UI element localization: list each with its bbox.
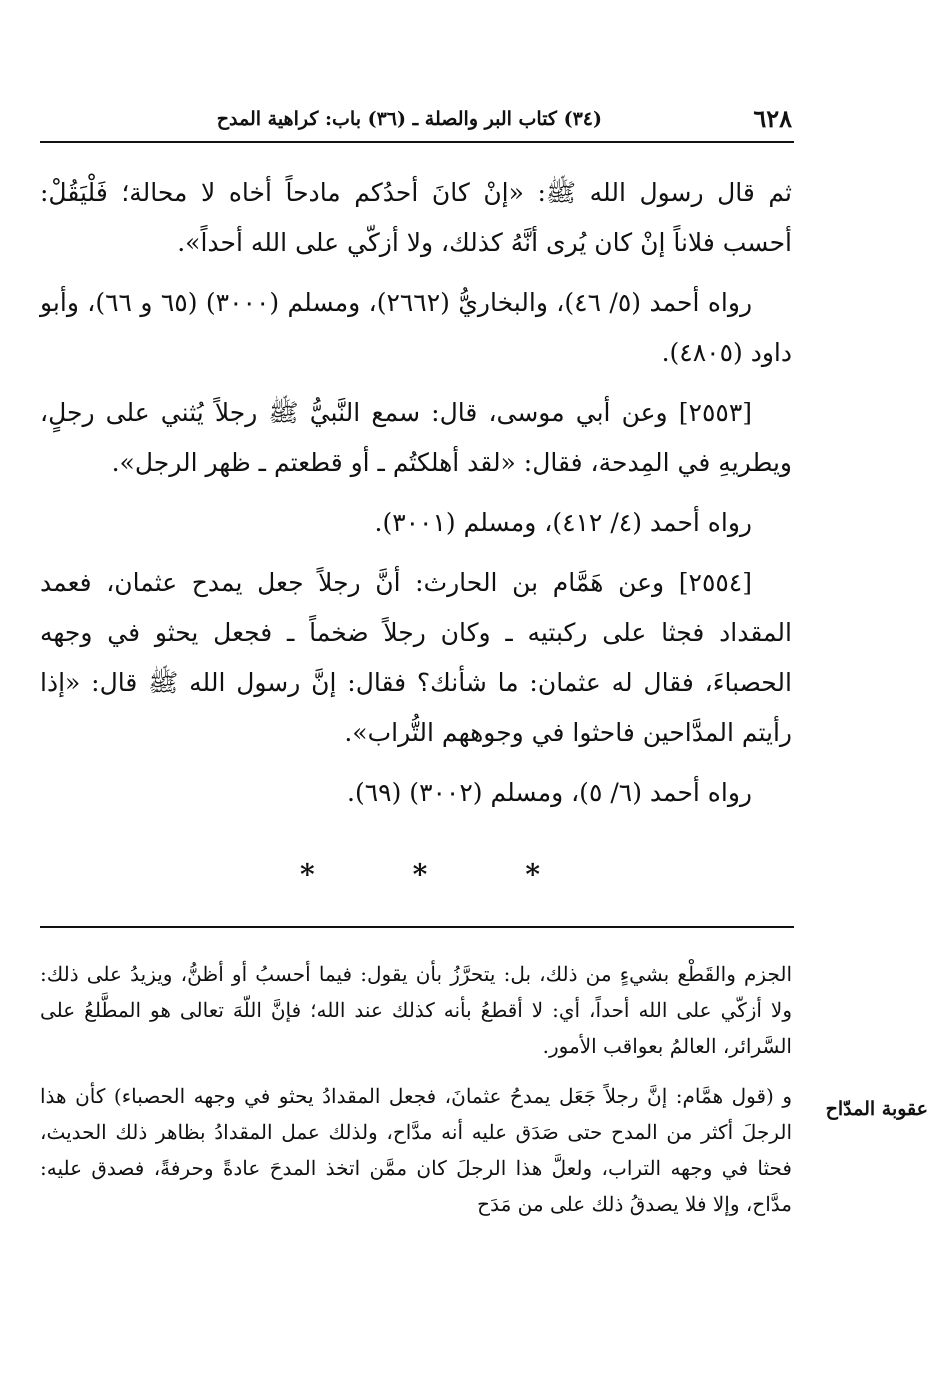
section-separator (300, 858, 540, 891)
main-text (40, 168, 792, 828)
page-header (40, 104, 792, 140)
commentary-paragraph-2: و (قول همَّام: إنَّ رجلاً جَعَل يمدحُ عثمانَ، فجعل المقدادُ يحثو في وجهه الحصباء) كأن هذا الرجلَ أكثر من المدح حتى صَدَق عليه أنه مدَّاح، ولذلك عمل المقدادُ بظاهر ذلك الحديث، فحثا في وجهه التراب، ولعلَّ هذا الرجلَ كان ممَّن اتخذ المدحَ عادةً وحرفةً، فصدق عليه: مدَّاح، وإلا فلا يصدقُ ذلك على من مَدَح (40, 1084, 792, 1216)
separator-star: * (525, 858, 540, 891)
margin-heading: عقوبة المدّاح (825, 1098, 928, 1120)
header-rule (40, 141, 794, 143)
hadith-text-2553: وعن أبي موسى، قال: سمع النَّبيُّ ﷺ رجلاً يُثني على رجلٍ، ويطريهِ في المِدحة، فقال: «لقد أهلكتُم ـ أو قطعتم ـ ظهر الرجل». (40, 398, 792, 477)
footnote-rule (40, 926, 794, 928)
main-paragraph-6: رواه أحمد (٦/ ٥)، ومسلم (٣٠٠٢) (٦٩). (347, 778, 752, 807)
page-number: ٦٢٨ (753, 104, 792, 133)
hadith-2553 (40, 388, 792, 488)
separator-star: * (412, 858, 428, 891)
hadith-2554 (40, 558, 792, 758)
commentary-paragraph-1: الجزم والقَطْع بشيءٍ من ذلك، بل: يتحرَّزُ بأن يقول: فيما أحسبُ أو أظنُّ، ويزيدُ على ذلك: ولا أزكّي على الله أحداً، أي: لا أقطعُ بأنه كذلك عند الله؛ فإنَّ اللّهَ تعالى هو المطَّلعُ على السَّرائر، العالمُ بعواقب الأمور. (40, 962, 792, 1058)
hadith-text-2554: وعن هَمَّام بن الحارث: أنَّ رجلاً جعل يمدح عثمان، فعمد المقداد فجثا على ركبتيه ـ وكان رجلاً ضخماً ـ فجعل يحثو في وجهه الحصباءَ، فقال له عثمان: ما شأنك؟ فقال: إنَّ رسول الله ﷺ قال: «إذا رأيتم المدَّاحين فاحثوا في وجوههم التُّراب». (40, 568, 792, 747)
main-paragraph-2: رواه أحمد (٥/ ٤٦)، والبخاريُّ (٢٦٦٢)، ومسلم (٣٠٠٠) (٦٥ و ٦٦)، وأبو داود (٤٨٠٥). (40, 288, 792, 367)
running-title: (٣٤) كتاب البر والصلة ـ (٣٦) باب: كراهية المدح (216, 108, 602, 130)
separator-star: * (300, 858, 315, 891)
hadith-number-2554: [٢٥٥٤] (678, 568, 752, 597)
main-paragraph-1: ثم قال رسول الله ﷺ: «إنْ كانَ أحدُكم مادحاً أخاه لا محالة؛ فَلْيَقُلْ: أحسب فلاناً إنْ كان يُرى أنَّهُ كذلك، ولا أزكّي على الله أحداً». (40, 178, 792, 257)
hadith-number-2553: [٢٥٥٣] (678, 398, 753, 427)
main-paragraph-4: رواه أحمد (٤/ ٤١٢)، ومسلم (٣٠٠١). (374, 508, 752, 537)
commentary (40, 956, 792, 1236)
